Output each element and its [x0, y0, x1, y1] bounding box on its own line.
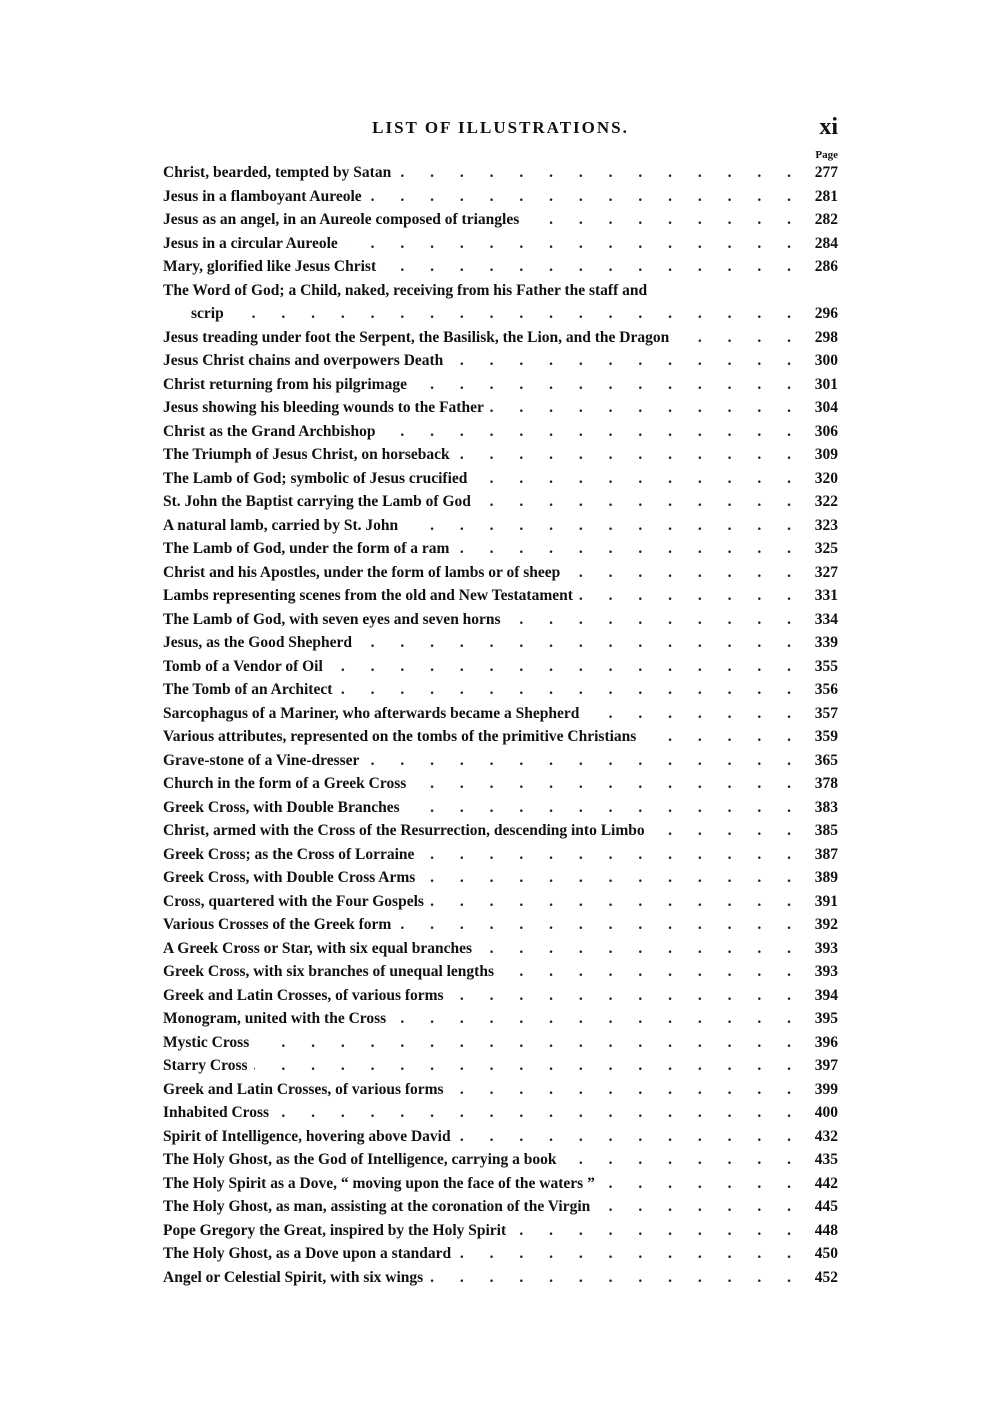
- illustration-title: The Lamb of God, with seven eyes and seven horns: [163, 610, 501, 628]
- dot-leader: [478, 940, 802, 958]
- list-item: [163, 681, 838, 705]
- dot-leader: [500, 963, 802, 981]
- dot-leader: [457, 1245, 802, 1263]
- illustration-title: The Holy Ghost, as man, assisting at the coronation of the Virgin: [163, 1198, 591, 1215]
- list-item: [163, 329, 838, 353]
- page-reference: 306: [814, 422, 838, 440]
- illustration-title: Sarcophagus of a Mariner, who afterwards became a Shepherd: [163, 704, 580, 722]
- list-item: [163, 752, 838, 776]
- page-reference: 432: [814, 1127, 838, 1145]
- illustration-title: Greek Cross, with Double Branches: [163, 798, 400, 816]
- page-reference: 394: [814, 986, 838, 1004]
- illustration-title: The Tomb of an Architect: [163, 681, 333, 698]
- page-reference: 448: [814, 1221, 838, 1239]
- page-reference: 393: [814, 963, 838, 980]
- list-item-title-line: The Word of God; a Child, naked, receiving from his Father the staff and: [163, 281, 648, 299]
- page-reference: 331: [814, 587, 838, 604]
- illustration-title: The Holy Ghost, as the God of Intelligence, carrying a book: [163, 1151, 557, 1168]
- dot-leader: [456, 446, 802, 464]
- dot-leader: [254, 1057, 802, 1075]
- illustration-title: Greek Cross; as the Cross of Lorraine: [163, 845, 415, 863]
- dot-leader: [365, 752, 802, 770]
- illustration-title: Mystic Cross: [163, 1033, 250, 1051]
- dot-leader: [429, 1269, 802, 1287]
- dot-leader: [563, 1151, 802, 1169]
- page-reference: 442: [814, 1174, 838, 1192]
- page-reference: 397: [814, 1057, 838, 1074]
- illustration-title: Grave-stone of a Vine-dresser: [163, 751, 360, 769]
- dot-leader: [230, 305, 802, 323]
- page-number: xi: [819, 114, 838, 140]
- page-reference: 309: [814, 446, 838, 463]
- dot-leader: [490, 399, 802, 417]
- page-reference: 281: [814, 187, 838, 205]
- page-reference: 322: [814, 493, 838, 510]
- dot-leader: [329, 658, 802, 676]
- illustration-title: Jesus in a circular Aureole: [163, 234, 338, 252]
- list-item: [163, 846, 838, 870]
- illustration-title: Jesus as an angel, in an Aureole composed of triangles: [163, 211, 520, 228]
- illustration-list: [163, 164, 838, 1292]
- illustration-title: The Lamb of God, under the form of a ram: [163, 540, 450, 557]
- dot-leader: [651, 822, 802, 840]
- page-reference: 304: [814, 399, 838, 416]
- list-item: [163, 1010, 838, 1034]
- list-item: [163, 893, 838, 917]
- dot-leader: [507, 611, 802, 629]
- page-reference: 389: [814, 869, 838, 886]
- page-reference: 383: [814, 798, 838, 816]
- illustration-title: Pope Gregory the Great, inspired by the Holy Spirit: [163, 1221, 507, 1239]
- list-item: [163, 822, 838, 846]
- list-item: [163, 611, 838, 635]
- dot-leader: [421, 869, 802, 887]
- dot-leader: [381, 423, 802, 441]
- dot-leader: [344, 235, 802, 253]
- page-reference: 387: [814, 845, 838, 863]
- page-reference: 284: [814, 234, 838, 252]
- illustration-title: A Greek Cross or Star, with six equal branches: [163, 939, 473, 957]
- list-item: [163, 446, 838, 470]
- illustration-title: Lambs representing scenes from the old and New Testatament: [163, 587, 573, 604]
- page-reference: 445: [814, 1198, 838, 1215]
- illustration-title: The Holy Spirit as a Dove, “ moving upon the face of the waters ”: [163, 1174, 595, 1192]
- list-item: [163, 587, 838, 611]
- list-item: [163, 1151, 838, 1175]
- dot-leader: [675, 329, 802, 347]
- page-reference: 392: [814, 916, 838, 933]
- page-reference: 365: [814, 751, 838, 769]
- list-item: [163, 399, 838, 423]
- list-item: [163, 540, 838, 564]
- page-reference: 357: [814, 704, 838, 722]
- list-item: [163, 1198, 838, 1222]
- list-item: [163, 235, 838, 259]
- list-item: [163, 1222, 838, 1246]
- page-reference: 320: [814, 469, 838, 487]
- page-reference: 300: [814, 352, 838, 369]
- illustration-title: Greek and Latin Crosses, of various forms: [163, 1080, 444, 1098]
- page-reference: 339: [814, 634, 838, 651]
- page-reference: 399: [814, 1080, 838, 1098]
- dot-leader: [255, 1034, 802, 1052]
- page-reference: 286: [814, 258, 838, 275]
- list-item: [163, 1128, 838, 1152]
- illustration-title: Monogram, united with the Cross: [163, 1010, 387, 1027]
- dot-leader: [420, 846, 802, 864]
- list-item: [163, 564, 838, 588]
- page-reference: 395: [814, 1010, 838, 1027]
- dot-leader: [450, 1081, 802, 1099]
- page-reference: 385: [814, 822, 838, 839]
- illustration-title: Christ returning from his pilgrimage: [163, 375, 407, 393]
- dot-leader: [430, 893, 802, 911]
- illustration-title: Inhabited Cross: [163, 1104, 270, 1121]
- list-item: [163, 517, 838, 541]
- dot-leader: [275, 1104, 802, 1122]
- dot-leader: [457, 1128, 802, 1146]
- illustration-title: Starry Cross: [163, 1057, 248, 1074]
- list-item: [163, 940, 838, 964]
- illustration-title: Christ and his Apostles, under the form of lambs or of sheep: [163, 563, 561, 581]
- list-item: [163, 728, 838, 752]
- list-item: [163, 634, 838, 658]
- list-item: [163, 705, 838, 729]
- dot-leader: [382, 258, 802, 276]
- illustration-title: The Holy Ghost, as a Dove upon a standard: [163, 1245, 452, 1262]
- illustration-title: Jesus Christ chains and overpowers Death: [163, 352, 444, 369]
- illustration-title: Spirit of Intelligence, hovering above David: [163, 1127, 451, 1145]
- page-reference: 435: [814, 1151, 838, 1168]
- dot-leader: [412, 775, 802, 793]
- page-reference: 298: [814, 328, 838, 346]
- list-item: [163, 470, 838, 494]
- list-item: [163, 799, 838, 823]
- dot-leader: [601, 1175, 802, 1193]
- illustration-title: The Triumph of Jesus Christ, on horseback: [163, 446, 450, 463]
- list-item: [163, 164, 838, 188]
- list-item: [163, 1175, 838, 1199]
- page-reference: 396: [814, 1033, 838, 1051]
- page-reference: 355: [814, 657, 838, 675]
- list-item: [163, 258, 838, 282]
- illustration-title: Christ, armed with the Cross of the Resurrection, descending into Limbo: [163, 822, 645, 839]
- list-item: [163, 376, 838, 400]
- dot-leader: [525, 211, 802, 229]
- illustration-title: scrip: [191, 305, 224, 322]
- illustration-title: Cross, quartered with the Four Gospels: [163, 892, 424, 910]
- list-item: [163, 1057, 838, 1081]
- list-item: [163, 869, 838, 893]
- illustration-title: A natural lamb, carried by St. John: [163, 516, 399, 534]
- dot-leader: [566, 564, 802, 582]
- list-item: [163, 493, 838, 517]
- illustration-title: Greek Cross, with Double Cross Arms: [163, 869, 416, 886]
- illustration-title: Christ as the Grand Archbishop: [163, 422, 376, 440]
- dot-leader: [392, 1010, 802, 1028]
- dot-leader: [404, 517, 802, 535]
- illustration-title: The Lamb of God; symbolic of Jesus crucified: [163, 469, 468, 487]
- page-column-label: Page: [815, 149, 838, 161]
- page-reference: 323: [814, 516, 838, 534]
- list-item: [163, 1245, 838, 1269]
- list-item: [163, 916, 838, 940]
- list-item: [163, 305, 838, 329]
- illustration-title: Angel or Celestial Spirit, with six wings: [163, 1268, 424, 1286]
- dot-leader: [358, 634, 802, 652]
- page-reference: 277: [814, 164, 838, 181]
- list-item: [163, 211, 838, 235]
- page-reference: 359: [814, 728, 838, 745]
- list-item: [163, 963, 838, 987]
- list-item: [163, 188, 838, 212]
- dot-leader: [413, 376, 802, 394]
- list-item: [163, 352, 838, 376]
- illustration-title: St. John the Baptist carrying the Lamb of God: [163, 493, 471, 510]
- page-reference: 301: [814, 375, 838, 393]
- list-item: [163, 1269, 838, 1293]
- dot-leader: [397, 164, 802, 182]
- illustration-title: Tomb of a Vendor of Oil: [163, 657, 323, 675]
- dot-leader: [397, 916, 802, 934]
- list-item: [163, 1034, 838, 1058]
- dot-leader: [368, 188, 802, 206]
- page-reference: 452: [814, 1268, 838, 1286]
- illustration-title: Greek Cross, with six branches of unequal lengths: [163, 963, 494, 980]
- illustration-title: Jesus in a flamboyant Aureole: [163, 187, 362, 205]
- illustration-title: Various attributes, represented on the tombs of the primitive Christians: [163, 728, 637, 745]
- dot-leader: [450, 987, 802, 1005]
- page-reference: 325: [814, 540, 838, 557]
- page-reference: 327: [814, 563, 838, 581]
- dot-leader: [449, 352, 802, 370]
- dot-leader: [473, 470, 802, 488]
- list-item: [163, 775, 838, 799]
- dot-leader: [406, 799, 802, 817]
- dot-leader: [455, 540, 802, 558]
- illustration-title: Jesus treading under foot the Serpent, the Basilisk, the Lion, and the Dragon: [163, 328, 670, 346]
- page-reference: 282: [814, 211, 838, 228]
- dot-leader: [579, 587, 802, 605]
- page-reference: 393: [814, 939, 838, 957]
- illustration-title: Mary, glorified like Jesus Christ: [163, 258, 377, 275]
- illustration-title: Jesus showing his bleeding wounds to the Father: [163, 399, 484, 416]
- list-item: [163, 1104, 838, 1128]
- list-item: [163, 423, 838, 447]
- running-title: LIST OF ILLUSTRATIONS.: [372, 118, 629, 137]
- dot-leader: [585, 705, 802, 723]
- page-reference: 356: [814, 681, 838, 698]
- list-item: [163, 987, 838, 1011]
- illustration-title: Jesus, as the Good Shepherd: [163, 634, 353, 651]
- illustration-title: Church in the form of a Greek Cross: [163, 775, 407, 792]
- illustration-title: Greek and Latin Crosses, of various forms: [163, 986, 444, 1004]
- page-header: [163, 114, 838, 146]
- dot-leader: [596, 1198, 802, 1216]
- illustration-title: Christ, bearded, tempted by Satan: [163, 164, 392, 181]
- page-reference: 296: [814, 305, 838, 322]
- dot-leader: [338, 681, 802, 699]
- page-reference: 450: [814, 1245, 838, 1262]
- list-item: [163, 658, 838, 682]
- dot-leader: [642, 728, 802, 746]
- page-reference: 334: [814, 610, 838, 628]
- dot-leader: [477, 493, 802, 511]
- list-item: [163, 1081, 838, 1105]
- page-reference: 378: [814, 775, 838, 792]
- illustration-title: Various Crosses of the Greek form: [163, 916, 392, 933]
- dot-leader: [512, 1222, 802, 1240]
- page-reference: 400: [814, 1104, 838, 1121]
- page-reference: 391: [814, 892, 838, 910]
